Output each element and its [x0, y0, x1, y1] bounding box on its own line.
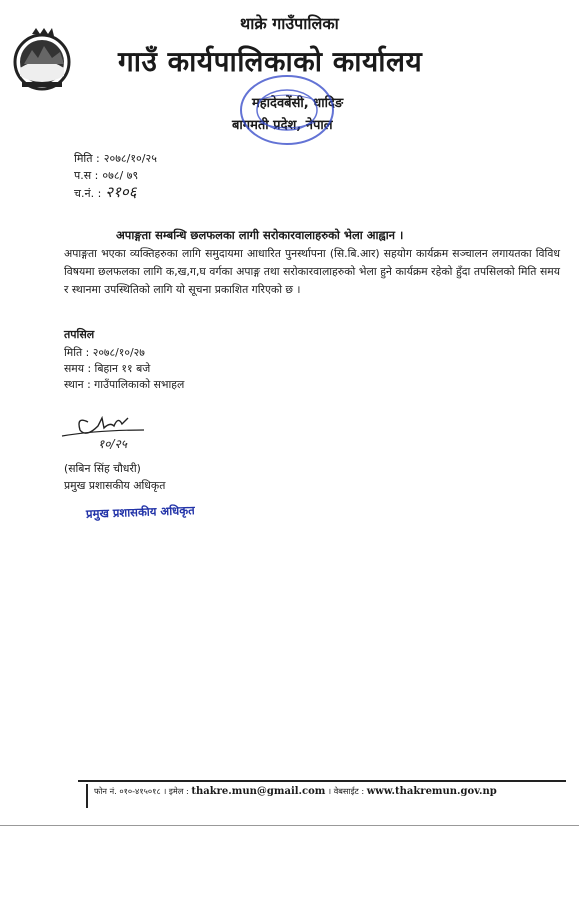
- letter-meta: [74, 150, 157, 202]
- footer-website: www.thakremun.gov.np: [366, 786, 497, 797]
- footer-divider: [86, 784, 88, 808]
- details-heading: तपसिल: [64, 328, 95, 341]
- signer-name: (सबिन सिंह चौधरी): [64, 462, 141, 475]
- letter-subject: अपाङ्गता सम्बन्धि छलफलका लागी सरोकारवालाहरुको भेला आह्वान ।: [116, 228, 404, 242]
- details-date: मिति : २०७८/१०/२७: [64, 346, 145, 359]
- government-emblem-icon: [12, 28, 72, 94]
- office-title: गाउँ कार्यपालिकाको कार्यालय: [118, 45, 423, 78]
- details-time: समय : बिहान ११ बजे: [64, 362, 151, 375]
- signer-block: [64, 460, 165, 494]
- office-address: महादेवबेंसी, धादिङ: [252, 96, 344, 111]
- footer-phone: फोन नं. ०१०-४१५०१८ । इमेल :: [94, 786, 189, 796]
- office-province: बागमती प्रदेश, नेपाल: [232, 118, 333, 133]
- footer-web-label: । वेबसाईट :: [327, 786, 365, 796]
- cn-row: च.नं. : २१०६: [74, 183, 137, 201]
- footer-email: thakre.mun@gmail.com: [191, 786, 326, 797]
- ps-row: प.स : ०७८/ ७९: [74, 169, 139, 182]
- svg-text:१०/२५: १०/२५: [98, 437, 128, 451]
- footer-rule: [78, 780, 566, 782]
- footer-contact: [94, 786, 497, 797]
- details-place: स्थान : गाउँपालिकाको सभाहल: [64, 378, 185, 391]
- details-block: [64, 345, 184, 393]
- date-row: मिति : २०७८/१०/२५: [74, 152, 157, 165]
- letter-body: अपाङ्गता भएका व्यक्तिहरुका लागि समुदायमा आधारित पुनर्स्थापना (सि.बि.आर) सहयोग कार्यक्रम सञ्चालन लगायतका विविध विषयमा छलफलका लागि क,ख,ग,घ वर्गका अपाङ्ग तथा सरोकारवालाहरुको भेला हुने कार्यक्रम रहेको हुँदा तपसिलको मिति समय र स्थानमा उपस्थितिको लागि यो सूचना प्रकाशित गरिएको छ ।: [64, 247, 560, 296]
- designation-stamp: प्रमुख प्रशासकीय अधिकृत: [85, 503, 195, 521]
- page-bottom-rule: [0, 825, 579, 826]
- office-seal-stamp: [237, 70, 337, 150]
- municipality-name: थाक्रे गाउँपालिका: [240, 14, 339, 33]
- signer-title: प्रमुख प्रशासकीय अधिकृत: [64, 479, 166, 492]
- handwritten-signature: [58, 404, 154, 454]
